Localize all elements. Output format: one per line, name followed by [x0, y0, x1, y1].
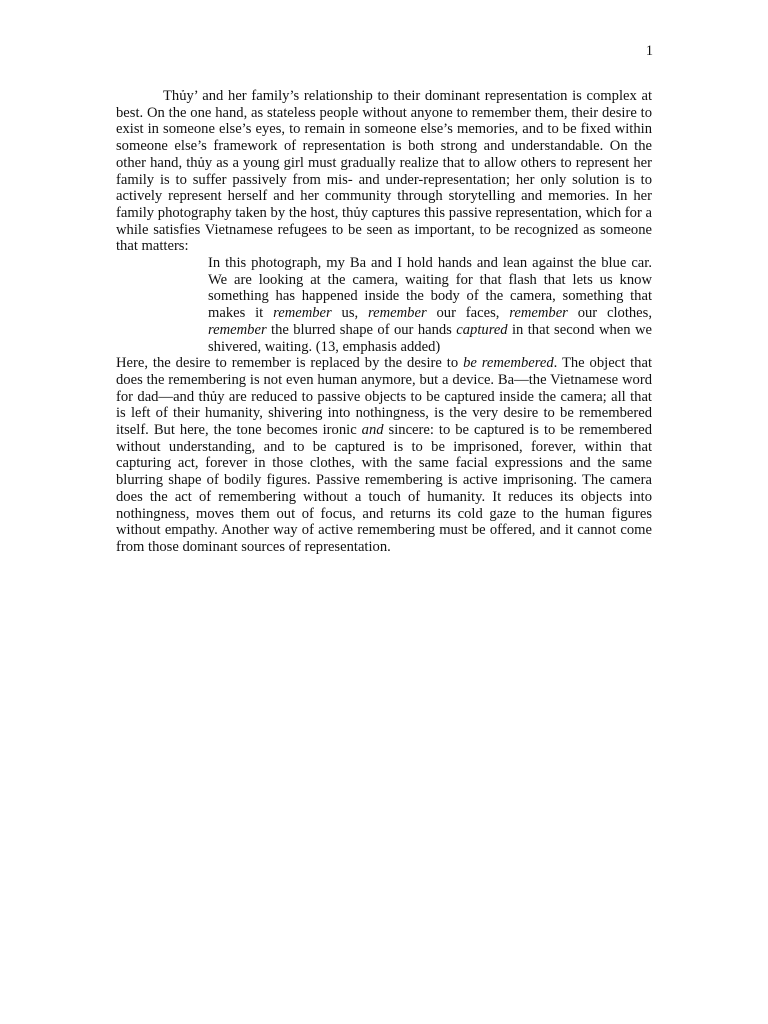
paragraph-intro [116, 88, 652, 255]
quote-text: us, [331, 305, 369, 322]
block-quote [208, 255, 652, 355]
quote-text: in that second when we shivered, waiting. (13, emphasis added) [208, 321, 652, 355]
paragraph-emphasis: be remembered [463, 355, 554, 372]
paragraph-analysis-text: sincere: to be captured is to be remembered without understanding, and to be captured is to be imprisoned, forever, within that capturing act, forever in those clothes, with the same facial expressions and the same blurring shape of bodily figures. Passive remembering is active imprisoning. The camera does the act of remembering without a touch of humanity. It reduces its objects into nothingness, moves them out of focus, and returns its cold gaze to the human figures without empathy. Another way of active remembering must be offered, and it cannot come from those dominant sources of representation. [116, 422, 653, 555]
paragraph-emphasis: and [361, 422, 384, 439]
paragraph-intro-text: Thủy’ and her family’s relationship to their dominant representation is complex at best. On the one hand, as stateless people without anyone to remember them, their desire to exist in someone else’s eyes, to remain in someone else’s memories, and to be fixed within someone else’s framework of representation is both strong and understandable. On the other hand, thủy as a young girl must gradually realize that to allow others to represent her family is to suffer passively from mis- and under-representation; her only solution is to actively represent herself and her community through storytelling and memories. In her family photography taken by the host, thủy captures this passive representation, which for a while satisfies Vietnamese refugees to be seen as important, to be recognized as someone that matters: [116, 88, 652, 255]
quote-emphasis: remember [509, 305, 568, 322]
quote-text: In this photograph, my Ba and I hold hands and lean against the blue car. We are looking at the camera, waiting for that flash that lets us know something has happened inside the body of the camera, something that makes it [208, 255, 652, 322]
paragraph-analysis-text: . The object that does the remembering is not even human anymore, but a device. Ba—the Vietnamese word for dad—and thủy are reduced to passive objects to be captured inside the camera; all that is left of their humanity, shivering into nothingness, is the very desire to be remembered itself. But here, the tone becomes ironic [116, 355, 653, 439]
quote-text: our faces, [426, 305, 510, 322]
page-number: 1 [645, 43, 653, 59]
quote-emphasis: captured [456, 321, 508, 338]
body-text [116, 88, 652, 556]
quote-emphasis: remember [368, 305, 427, 322]
paragraph-analysis [116, 355, 652, 555]
paragraph-analysis-text: Here, the desire to remember is replaced by the desire to [116, 355, 464, 372]
quote-emphasis: remember [273, 305, 332, 322]
quote-text: our clothes, [567, 305, 652, 322]
quote-emphasis: remember [208, 321, 267, 338]
quote-text: the blurred shape of our hands [266, 321, 457, 338]
